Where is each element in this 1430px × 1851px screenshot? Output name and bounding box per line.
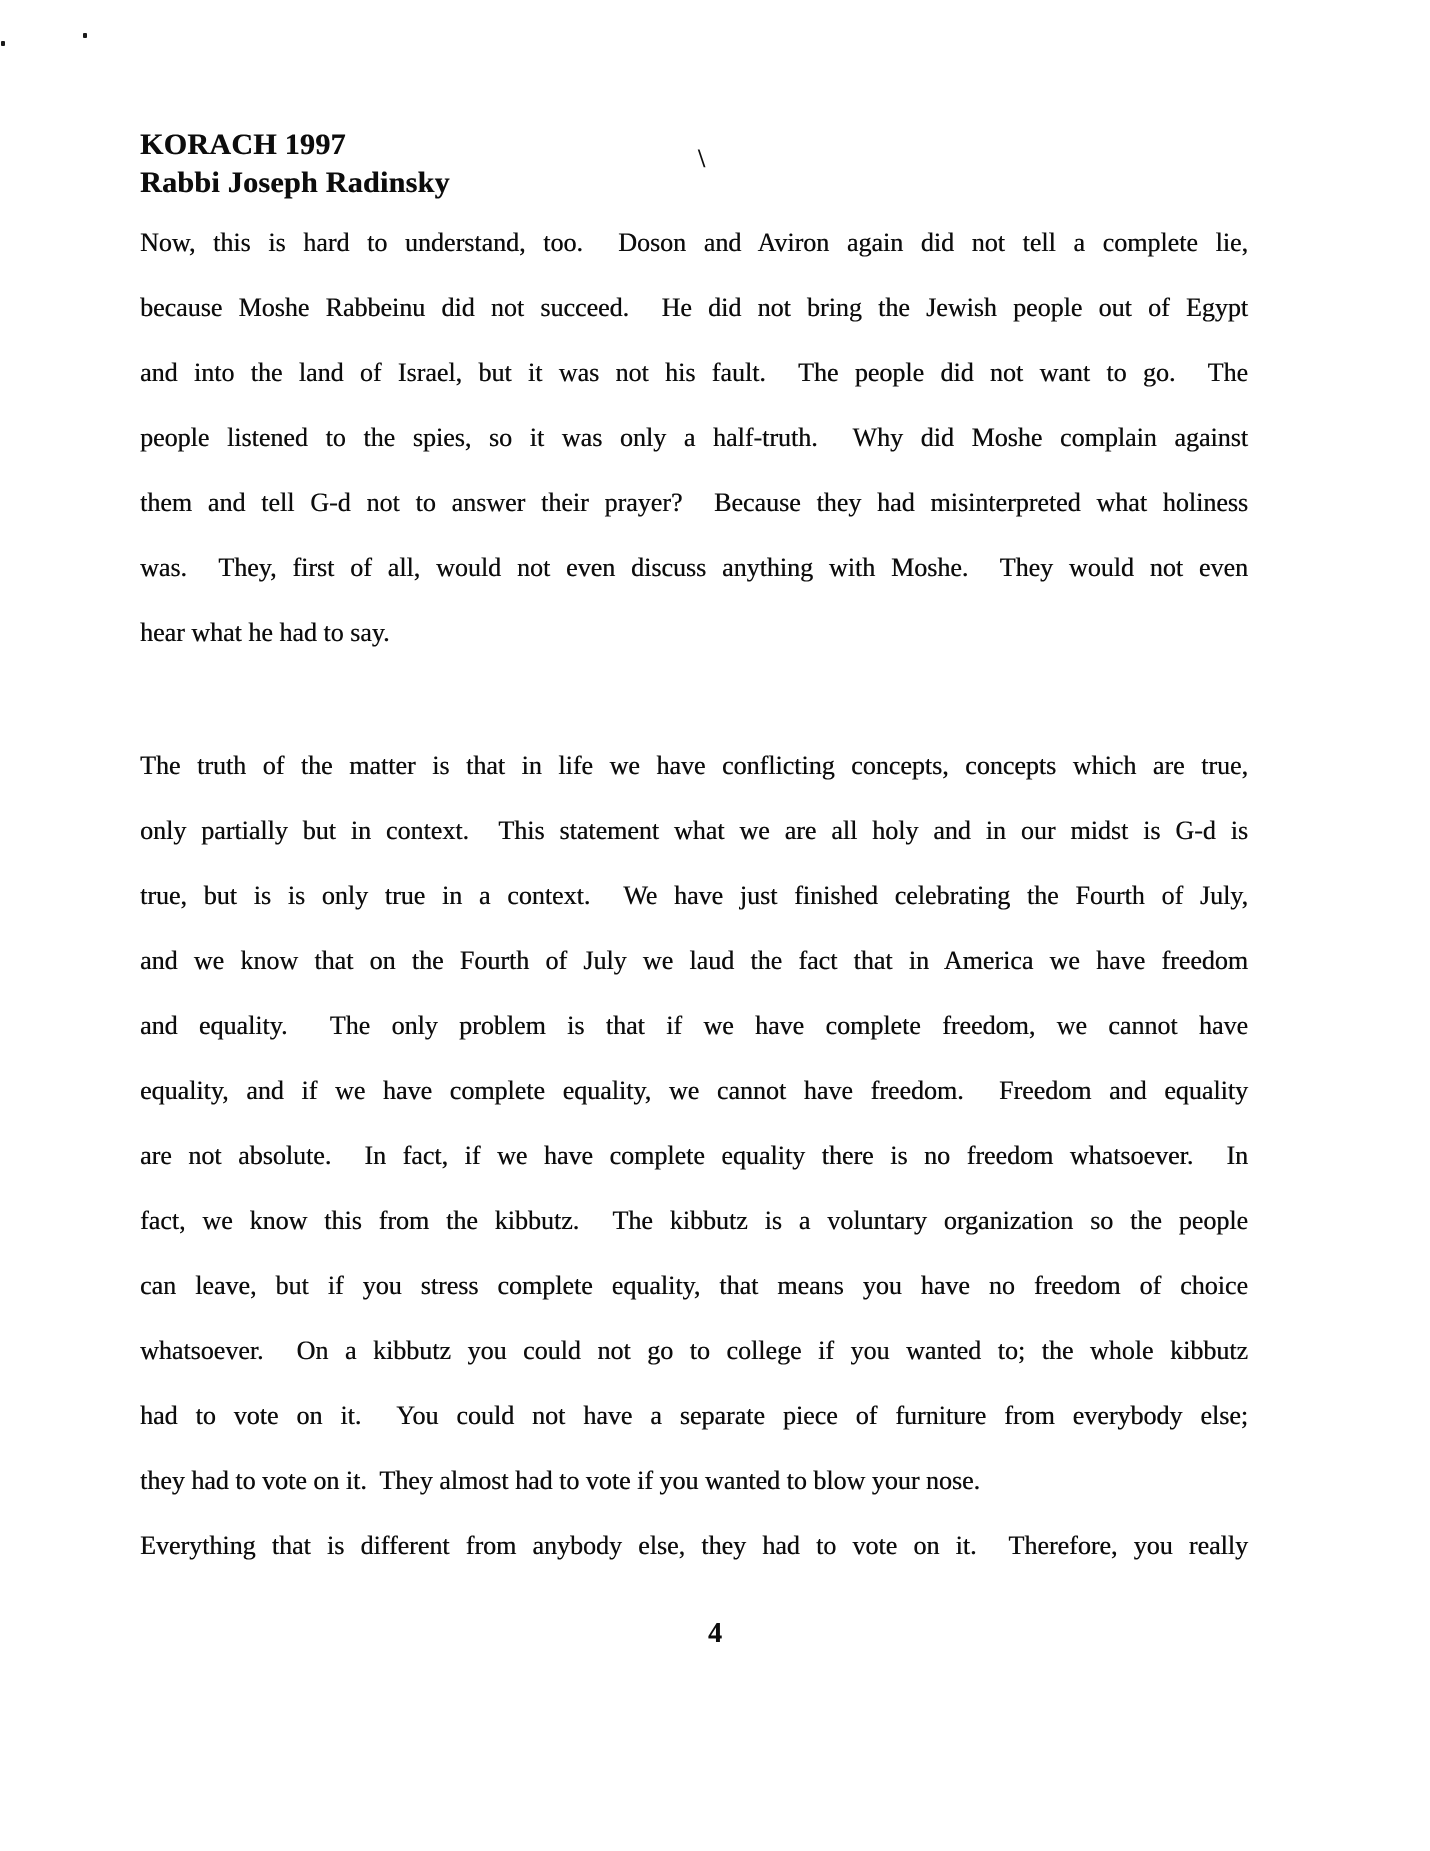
- page-number: 4: [708, 1618, 722, 1649]
- text-line: Now, this is hard to understand, too. Doson and Aviron again did not tell a complete lie,: [140, 228, 1248, 257]
- text-line: only partially but in context. This statement what we are all holy and in our midst is G-d is: [140, 816, 1248, 845]
- text-line: equality, and if we have complete equality, we cannot have freedom. Freedom and equality: [140, 1076, 1248, 1105]
- paragraph: [140, 210, 1248, 665]
- text-line: because Moshe Rabbeinu did not succeed. He did not bring the Jewish people out of Egypt: [140, 293, 1248, 322]
- text-line: The truth of the matter is that in life we have conflicting concepts, concepts which are true,: [140, 751, 1248, 780]
- document-header: [140, 126, 450, 202]
- text-line: was. They, first of all, would not even discuss anything with Moshe. They would not even: [140, 553, 1248, 582]
- document-title: KORACH 1997: [140, 128, 346, 161]
- text-line: Everything that is different from anybody else, they had to vote on it. Therefore, you really: [140, 1531, 1248, 1560]
- scan-artifact-dot: [1, 41, 5, 46]
- text-line: people listened to the spies, so it was only a half-truth. Why did Moshe complain against: [140, 423, 1248, 452]
- text-line: true, but is is only true in a context. We have just finished celebrating the Fourth of July,: [140, 881, 1248, 910]
- text-line: and equality. The only problem is that if we have complete freedom, we cannot have: [140, 1011, 1248, 1040]
- text-line: them and tell G-d not to answer their prayer? Because they had misinterpreted what holiness: [140, 488, 1248, 517]
- scan-artifact-stray-mark: \: [698, 144, 706, 173]
- text-line: fact, we know this from the kibbutz. The kibbutz is a voluntary organization so the people: [140, 1206, 1248, 1235]
- text-line: hear what he had to say.: [140, 618, 390, 647]
- text-line: had to vote on it. You could not have a separate piece of furniture from everybody else;: [140, 1401, 1248, 1430]
- text-line: and we know that on the Fourth of July we laud the fact that in America we have freedom: [140, 946, 1248, 975]
- text-line: are not absolute. In fact, if we have complete equality there is no freedom whatsoever. In: [140, 1141, 1248, 1170]
- text-line: whatsoever. On a kibbutz you could not go to college if you wanted to; the whole kibbutz: [140, 1336, 1248, 1365]
- scan-artifact-dot: [83, 33, 87, 38]
- paragraph: [140, 733, 1248, 1578]
- text-line: and into the land of Israel, but it was not his fault. The people did not want to go. The: [140, 358, 1248, 387]
- text-line: they had to vote on it. They almost had to vote if you wanted to blow your nose.: [140, 1466, 981, 1495]
- document-author: Rabbi Joseph Radinsky: [140, 166, 450, 199]
- text-line: can leave, but if you stress complete equality, that means you have no freedom of choice: [140, 1271, 1248, 1300]
